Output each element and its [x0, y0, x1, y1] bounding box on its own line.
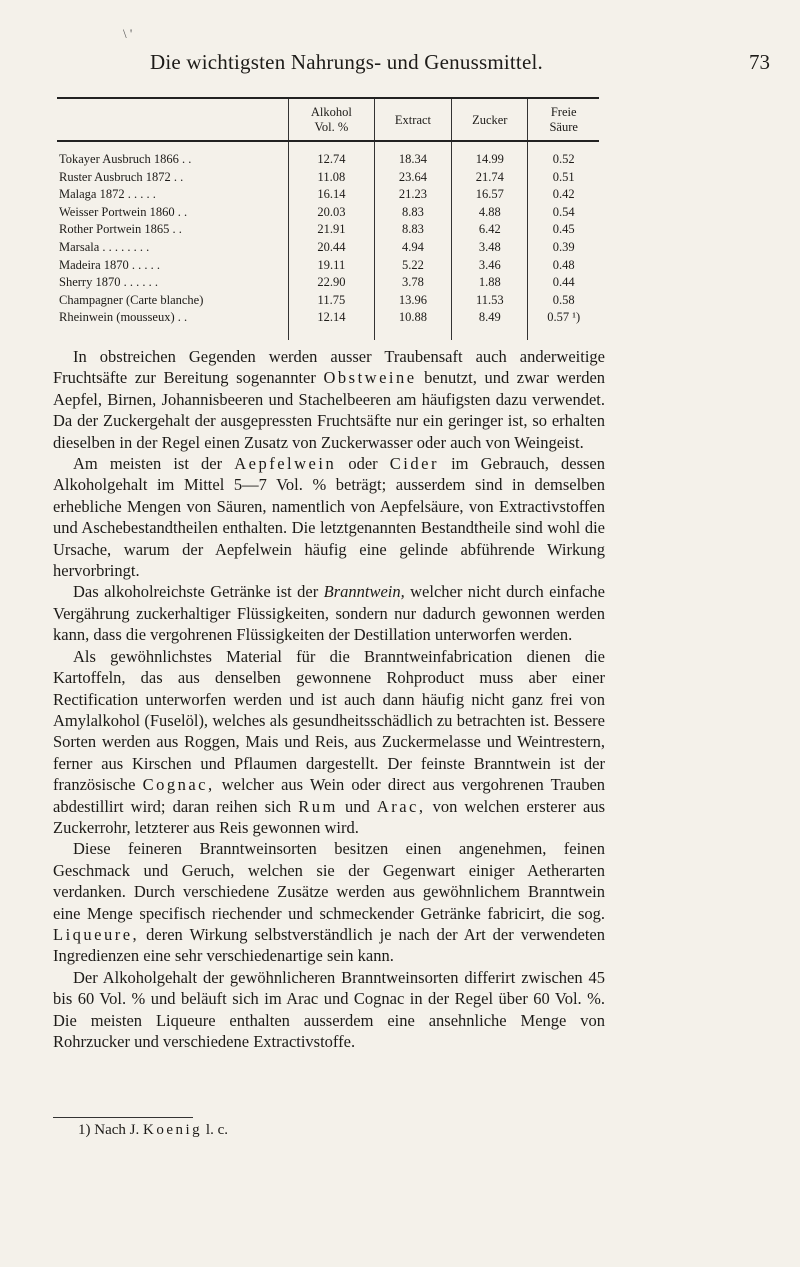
text: In obstreichen Gegenden werden ausser Traubensaft auch anderweitige Fruchtsäfte zur Bereitung sogenannter — [53, 347, 605, 388]
term-cognac: Cognac, — [142, 775, 215, 795]
alkohol-cell: 22.90 — [289, 274, 375, 292]
text: und — [344, 796, 370, 816]
extract-cell: 21.23 — [374, 186, 451, 204]
wine-name-cell: Rheinwein (mousseux) . . — [59, 310, 188, 325]
text: welcher aus Wein oder direct aus vergohrenen Trauben abdestillirt wird; daran reihen sich — [53, 775, 606, 816]
wine-name-cell: Sherry 1870 . . . . . . — [59, 275, 158, 290]
alkohol-cell: 20.44 — [289, 239, 375, 257]
saeure-cell: 0.44 — [528, 274, 599, 292]
extract-cell: 18.34 — [374, 141, 451, 169]
wine-name-cell: Malaga 1872 . . . . . — [59, 187, 156, 202]
table-row — [57, 274, 599, 292]
running-title: Die wichtigsten Nahrungs- und Genussmittel. — [150, 50, 543, 74]
table-row — [57, 257, 599, 275]
table-row — [57, 169, 599, 187]
extract-cell: 23.64 — [374, 169, 451, 187]
col-header-zucker: Zucker — [452, 98, 528, 141]
term-cider: Cider — [389, 454, 439, 474]
text: Der Alkoholgehalt der gewöhnlicheren Branntweinsorten differirt zwischen 45 bis 60 Vol. % und beläuft sich im Arac und Cognac in der Regel über 60 Vol. %. Die meisten Liqueure enthalten ausserdem eine ansehnliche Menge von Rohrzucker und verschiedene Extractivstoffe. — [53, 967, 605, 1051]
text: Das alkoholreichste Getränke ist der — [73, 582, 319, 602]
paragraph — [53, 581, 605, 645]
saeure-cell: 0.45 — [528, 221, 599, 239]
alkohol-cell: 11.75 — [289, 292, 375, 310]
table-row — [57, 186, 599, 204]
paragraph — [53, 838, 605, 966]
alkohol-cell: 19.11 — [289, 257, 375, 275]
col-header-saeure — [528, 98, 599, 141]
zucker-cell: 6.42 — [452, 221, 528, 239]
col-header-saeure-label: Freie Säure — [549, 105, 578, 134]
wine-name-cell: Madeira 1870 . . . . . — [59, 257, 161, 272]
paragraph — [53, 453, 605, 581]
saeure-cell: 0.51 — [528, 169, 599, 187]
footnote-author: Koenig — [142, 1122, 203, 1138]
extract-cell: 10.88 — [374, 309, 451, 340]
footnote — [78, 1122, 228, 1139]
footnote-rule — [53, 1117, 193, 1118]
wine-name-cell: Marsala . . . . . . . . — [59, 239, 150, 254]
extract-cell: 3.78 — [374, 274, 451, 292]
wine-name-cell: Rother Portwein 1865 . . — [59, 222, 182, 237]
extract-cell: 8.83 — [374, 204, 451, 222]
alkohol-cell: 20.03 — [289, 204, 375, 222]
alkohol-cell: 11.08 — [289, 169, 375, 187]
alkohol-cell: 12.74 — [289, 141, 375, 169]
term-obstweine: Obstweine — [323, 368, 417, 388]
zucker-cell: 21.74 — [452, 169, 528, 187]
term-liqueure: Liqueure, — [53, 924, 140, 944]
col-header-alkohol — [289, 98, 375, 141]
margin-mark: \ ' — [123, 26, 133, 41]
zucker-cell: 8.49 — [452, 309, 528, 340]
zucker-cell: 14.99 — [452, 141, 528, 169]
table-row — [57, 141, 599, 169]
zucker-cell: 1.88 — [452, 274, 528, 292]
wine-name-cell: Tokayer Ausbruch 1866 . . — [59, 152, 192, 166]
saeure-cell: 0.54 — [528, 204, 599, 222]
text: im Gebrauch, dessen Alkoholgehalt im Mittel 5—7 Vol. % beträgt; ausserdem sind in demselben erhebliche Mengen von Säuren, namentlich von Aepfelsäure, von Extractivstoffen und Aschebestandtheilen enthalten. Die letztgenannten Bestandtheile sind wohl die Ursache, warum der Aepfelwein häufig eine gelinde abführende Wirkung hervorbringt. — [53, 454, 605, 581]
running-header — [130, 50, 770, 90]
table-body — [57, 141, 599, 340]
term-rum: Rum — [298, 796, 338, 816]
saeure-cell: 0.39 — [528, 239, 599, 257]
table-row — [57, 221, 599, 239]
text: Diese feineren Branntweinsorten besitzen einen angenehmen, feinen Geschmack und Geruch, welchen sie der Gegenwart einiger Aetherarten verdanken. Durch verschiedene Zusätze werden aus gewöhnlichem Branntwein eine Menge specifisch riechender und schmeckender Getränke fabricirt, die sog. — [53, 839, 605, 923]
text: deren Wirkung selbstverständlich je nach der Art der verwendeten Ingredienzen eine sehr verschiedenartige sein kann. — [53, 924, 606, 966]
alkohol-cell: 16.14 — [289, 186, 375, 204]
zucker-cell: 3.46 — [452, 257, 528, 275]
table-row — [57, 292, 599, 310]
zucker-cell: 11.53 — [452, 292, 528, 310]
wine-name-cell: Champagner (Carte blanche) — [59, 292, 204, 307]
col-header-alkohol-label: Alkohol Vol. % — [310, 105, 352, 134]
zucker-cell: 3.48 — [452, 239, 528, 257]
text: oder — [348, 454, 378, 474]
saeure-cell: 0.57 ¹) — [528, 309, 599, 340]
page-number: 73 — [749, 50, 770, 74]
col-header-extract: Extract — [374, 98, 451, 141]
extract-cell: 5.22 — [374, 257, 451, 275]
wine-name-cell: Weisser Portwein 1860 . . — [59, 204, 188, 219]
alkohol-cell: 21.91 — [289, 221, 375, 239]
saeure-cell: 0.52 — [528, 141, 599, 169]
table-header-row — [57, 98, 599, 141]
text: welcher nicht durch einfache Vergährung zuckerhaltiger Flüssigkeiten, sondern nur dadurch gewonnen werden kann, dass die vergohrenen Flüssigkeiten der Destillation unterworfen werden. — [53, 582, 605, 645]
col-header-name — [57, 98, 289, 141]
footnote-marker: 1) Nach J. — [78, 1122, 140, 1138]
paragraph — [53, 346, 605, 453]
table-row — [57, 204, 599, 222]
paragraph — [53, 967, 605, 1053]
zucker-cell: 4.88 — [452, 204, 528, 222]
zucker-cell: 16.57 — [452, 186, 528, 204]
footnote-ref: l. c. — [205, 1122, 228, 1138]
saeure-cell: 0.42 — [528, 186, 599, 204]
term-branntwein: Branntwein, — [323, 582, 405, 602]
text: von welchen ersterer aus Zuckerrohr, letzterer aus Reis gewonnen wird. — [53, 796, 606, 837]
term-arac: Arac, — [376, 796, 426, 816]
wine-composition-table — [57, 97, 599, 340]
saeure-cell: 0.58 — [528, 292, 599, 310]
saeure-cell: 0.48 — [528, 257, 599, 275]
paragraph — [53, 646, 605, 839]
term-aepfelwein: Aepfelwein — [234, 454, 337, 474]
alkohol-cell: 12.14 — [289, 309, 375, 340]
extract-cell: 4.94 — [374, 239, 451, 257]
body-text — [53, 346, 605, 1052]
extract-cell: 13.96 — [374, 292, 451, 310]
table-row — [57, 309, 599, 340]
text: Als gewöhnlichstes Material für die Branntweinfabrication dienen die Kartoffeln, das aus denselben gewonnene Rohproduct muss aber einer Rectification unterworfen werden und ist auch dann häufig nicht ganz frei von Amylalkohol (Fuselöl), welches als gesundheitsschädlich zu betrachten ist. Bessere Sorten werden aus Roggen, Mais und Reis, aus Zuckermelasse und Weintrestern, ferner aus Kirschen und Pflaumen dargestellt. Der feinste Branntwein ist der französische — [53, 646, 605, 795]
text: Am meisten ist der — [73, 454, 223, 474]
extract-cell: 8.83 — [374, 221, 451, 239]
wine-name-cell: Ruster Ausbruch 1872 . . — [59, 169, 184, 184]
text: benutzt, und zwar werden Aepfel, Birnen, Johannisbeeren und Stachelbeeren am häufigsten dazu verwendet. Da der Zuckergehalt der ausgepressten Fruchtsäfte nur ein geringer ist, so erhalten dieselben in der Regel einen Zusatz von Zuckerwasser oder auch von Weingeist. — [53, 368, 606, 452]
table-row — [57, 239, 599, 257]
